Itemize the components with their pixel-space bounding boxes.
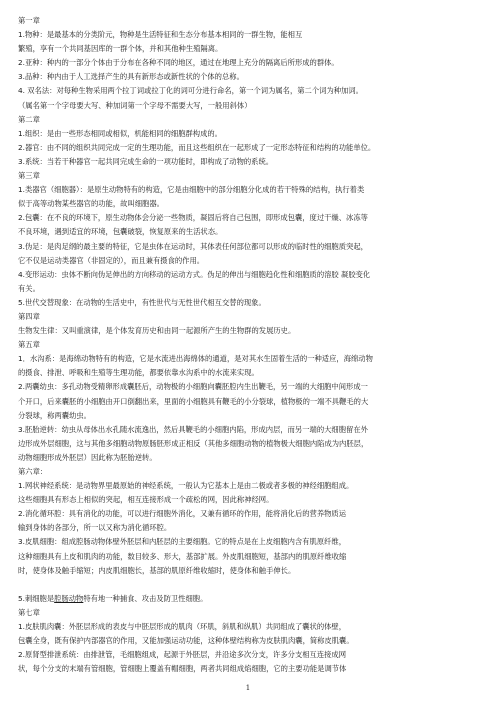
text-line: 4.变形运动：虫体不断向伪足伸出的方向移动的运动方式。伪足的伸出与细胞趋化性和细胞质的溶胶 凝胶变化 <box>18 269 371 279</box>
text-line: 2.两囊幼虫：多孔动物受精卵形成囊胚后，动物极的小细胞向囊胚腔内生出鞭毛，另一端的大细胞中间形成一 <box>18 382 368 392</box>
text-line: 输到身体的各部分，所一以又称为消化循环腔。 <box>18 523 172 533</box>
text-line: 2.包囊：在不良的环境下，原生动物体会分泌一些物质，凝固后将自己包围，即形成包囊，度过干燥、冰冻等 <box>18 213 368 223</box>
page-number: 1 <box>245 684 251 692</box>
text-line: 3.系统：当若干种器官一起共同完成生命的一项功能时，即构成了动物的系统。 <box>18 156 274 166</box>
text-line: 个开口，后来囊胚的小细胞由开口倒翻出来，里面的小细胞具有鞭毛的小分裂球，植物极的一端不具鞭毛的大 <box>18 396 369 406</box>
text-line: 的摄食、排泄、呼吸和生殖等生理功能，都要依靠水沟系中的水流来实现。 <box>18 368 259 378</box>
text-line: （属名第一个字母要大写、种加词第一个字母不需要大写，一般用斜体） <box>18 100 252 110</box>
text-line: 状，每个分支的末端有管细胞，管细胞上覆盖有帽细胞，两者共同组成焰细胞，它的主要功能是调节体 <box>18 664 347 674</box>
text-line: 有关。 <box>18 283 40 293</box>
text-line: 5.刺细胞是腔肠动物特有地一种捕食、攻击及防卫性细胞。 <box>18 593 208 603</box>
text-line: 包囊全身，既有保护内部器官的作用，又能加强运动功能，这种体壁结构称为皮肤肌肉囊，简称皮肌囊。 <box>18 636 354 646</box>
text-line: 2.消化循环腔：具有消化的功能，可以进行细胞外消化，又兼有循环的作用，能将消化后的营养物质运 <box>18 509 347 519</box>
text-line: 3.伪足：是肉足纲的最主要的特征，它是虫体在运动时，其体表任何部位都可以形成的临时性的细胞质突起， <box>18 241 368 251</box>
text-line: 1.类器官（细胞器）：是原生动物特有的构造，它是由细胞中的部分细胞分化成的若干特殊的结构，执行着类 <box>18 185 365 195</box>
text-line: 它不仅是运动类器官（非固定的），而且兼有摄食的作用。 <box>18 255 205 265</box>
text-line: 第四章 <box>18 311 40 321</box>
text-line: 第一章 <box>18 16 40 25</box>
text-line: 2.原肾型排泄系统：由排泄管，毛细胞组成，起源于外胚层，并沿途多次分支，许多分支相互连接成网 <box>18 650 347 660</box>
text-line: 分裂球，称两囊幼虫。 <box>18 410 91 420</box>
text-line: 1.皮肤肌肉囊：外胚层形成的表皮与中胚层形成的肌肉（环肌，斜肌和纵肌）共同组成了囊状的体壁， <box>18 622 347 632</box>
text-line: 第二章 <box>18 114 40 124</box>
text-line: 1．水沟系：是海绵动物特有的构造，它是水流进出海绵体的通道，是对其水生固着生活的一种适应，海绵动物 <box>18 354 373 364</box>
document-body <box>18 14 480 676</box>
text-line: 第五章 <box>18 340 40 350</box>
text-line <box>18 578 480 592</box>
text-line: 3.胚胎逆转：幼虫从母体出水孔随水流逸出，然后具鞭毛的小细胞内陷，形成内层，而另一端的大细胞留在外 <box>18 424 368 434</box>
text-line: 繁殖，享有一个共同基因库的一群个体，并和其他种生殖隔离。 <box>18 44 223 54</box>
text-line: 第三章 <box>18 171 40 181</box>
text-line: 3.皮肌细胞：组成腔肠动物体壁外胚层和内胚层的主要细胞。它的特点是在上皮细胞内含有肌原纤维， <box>18 537 347 547</box>
text-line: 1.组织：是由一些形态相同或相似，机能相同的细胞群构成的。 <box>18 128 222 138</box>
underlined-term: 腔肠动物 <box>54 593 84 603</box>
text-line: 边形成外层细胞，这与其他多细胞动物原肠胚形成正相反（其他多细胞动物的植物极大细胞内陷成为内胚层， <box>18 438 369 448</box>
text-line: 3.品种：种内由于人工选择产生的具有新形态或新性状的个体的总称。 <box>18 72 244 82</box>
text-line: 生物发生律：又叫重演律，是个体发育历史和由同一起源所产生的生物群的发展历史。 <box>18 326 296 336</box>
text-line: 2.亚种：种内的一部分个体由于分布在各种不同的地区，通过在地理上充分的隔离后所形成的群体。 <box>18 58 339 68</box>
text-line: 不良环境，遇到适宜的环境，包囊破裂，恢复原来的生活状态。 <box>18 227 223 237</box>
text-line: 这些细胞具有形态上相似的突起，相互连接形成一个疏松的网，因此称神经网。 <box>18 495 274 505</box>
text-line: 第七章 <box>18 607 40 617</box>
text-line: 时，使身体及触手缩短；内皮肌细胞长，基部的肌原纤维收缩时，使身体和触手伸长。 <box>18 565 296 575</box>
text-line: 第六章： <box>18 467 48 476</box>
text-line: 动物细胞形成外胚层）因此称为胚胎逆转。 <box>18 452 157 462</box>
text-line: 这种细胞具有上皮和肌肉的功能，数目较多、形大，基部扩展。外皮肌细胞短，基部内的肌原纤维收缩 <box>18 551 347 561</box>
text-line: 似于高等动物某些器官的功能，故叫细胞器。 <box>18 199 164 209</box>
text-line: 5.世代交替现象：在动物的生活史中，有性世代与无性世代相互交替的现象。 <box>18 297 266 307</box>
text-line: 2.器官：由不同的组织共同完成一定的生理功能，而且这些组织在一起形成了一定形态特征和结构的功能单位。 <box>18 142 376 152</box>
text-line: 1.网状神经系统：是动物界里最原始的神经系统，一般认为它基本上是由二极或者多极的神经细胞组成。 <box>18 481 354 491</box>
text-line: 1.物种：是最基本的分类阶元，物种是生活特征和生态分布基本相同的一群生物，能相互 <box>18 30 303 40</box>
text-line: 4. 双名法：对每种生物采用两个拉丁词或拉丁化的词可分进行命名，第一个词为属名，第二个词为种加词。 <box>18 86 363 96</box>
